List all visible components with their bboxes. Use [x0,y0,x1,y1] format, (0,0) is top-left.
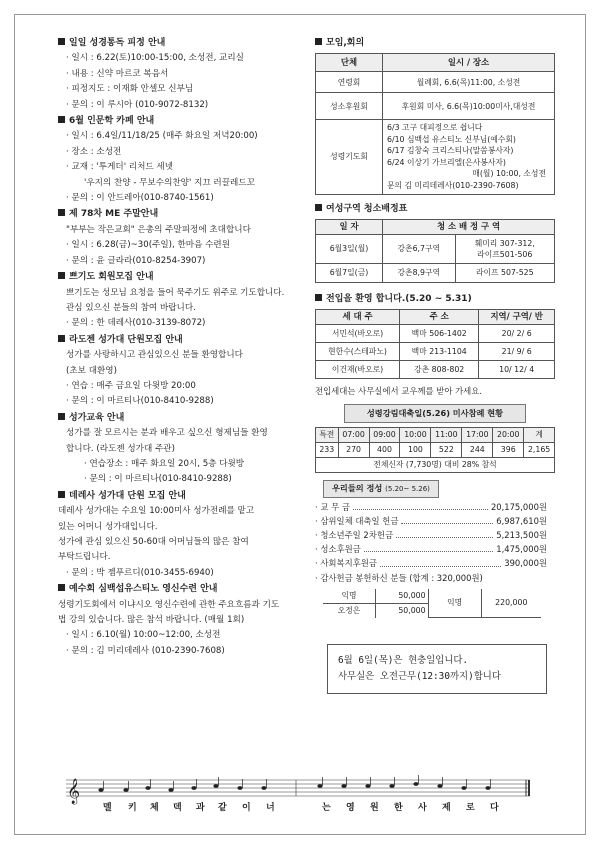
newcomer-name: 이건재(바오로) [316,360,400,378]
square-bullet-icon [58,413,65,420]
lyric-syllable: 원 [370,803,379,813]
meeting-group: 성령기도회 [316,120,383,195]
lyric-syllable: 멜 [103,803,112,813]
newcomers-table [315,309,555,379]
attendance-header: 계 [524,427,555,442]
attendance-value: 100 [400,442,431,457]
section-line: · 연습 : 매주 금요일 다윗방 20:00 [66,380,196,391]
left-column [58,36,320,659]
meeting-detail: 후원회 미사, 6.6(목)10:00미사,대성전 [383,93,555,120]
section-line: 합니다. (라도젠 성가대 주관) [66,443,175,454]
section-line: · 문의 : 이 마르티나(010-8410-9288) [84,474,232,485]
music-note [237,786,242,790]
offering-row: · 삼위일체 대축일 헌금 6,987,610원 [315,515,547,526]
attendance-value: 2,165 [524,442,555,457]
thanks-name: 오정은 [323,603,376,618]
music-note [461,786,466,790]
meetings-header-group: 단체 [316,54,383,72]
lyric-syllable: 영 [346,803,355,813]
meeting-detail: 월례회, 6.6(목)11:00, 소성전 [383,72,555,93]
right-column [315,36,555,694]
section-line: 성가를 잘 모르시는 분과 배우고 싶으신 형제님들 환영 [66,428,268,439]
section-line: · 피정지도 : 이재화 안셀모 신부님 [66,84,194,95]
lyric-syllable: 키 [128,803,137,813]
offerings-list [315,500,555,571]
square-bullet-icon [315,204,322,211]
newcomer-address: 강촌 808-802 [400,360,479,378]
offerings-thanks: · 감사헌금 봉헌하신 분들 (합계 : 320,000원) [315,572,483,583]
lyric-syllable: 과 [196,803,205,813]
section-title: 데레사 성가대 단원 모집 안내 [58,489,320,504]
music-note [145,786,150,790]
lyric-syllable: 한 [394,803,403,813]
attendance-table [315,427,555,473]
music-note [317,784,322,788]
meetings-header-when: 일시 / 장소 [383,54,555,72]
music-lyrics [72,800,532,814]
section-line: (초보 대환영) [66,365,117,376]
section-title: 제 78차 ME 주말안내 [58,207,320,222]
music-note [437,784,442,788]
section-line: 법 강의 있습니다. 많은 참석 바랍니다. (매월 1회) [58,615,245,626]
meetings-title: 모임,회의 [315,37,555,50]
newcomers-header-address: 주 소 [400,309,479,324]
music-note [341,784,346,788]
lyric-syllable: 너 [266,803,275,813]
cleaning-detail: 라이프 507-525 [455,263,554,282]
attendance-value: 244 [462,442,493,457]
music-note [123,788,128,792]
section-title: 6월 인문학 카페 안내 [58,114,320,129]
section-line: 부탁드립니다. [58,552,111,563]
cleaning-date: 6월7일(금) [316,263,383,282]
lyric-syllable: 덱 [173,803,182,813]
music-notes [98,775,490,792]
section-line: '우지의 찬양 - 무보수의찬양' 지끄 러끌레드꼬 [84,177,255,188]
cleaning-title: 여성구역 청소배정표 [315,203,555,216]
section-line: 데레사 성가대는 수요일 10:00미사 성가전례를 맡고 [58,506,255,517]
notice-line: 6월 6일(목)은 현충일입니다. [338,655,469,667]
lyric-syllable: 로 [466,803,475,813]
music-note [365,784,370,788]
section-title: 라도젠 성가대 단원모집 안내 [58,333,320,348]
attendance-summary: 전체신자 (7,730명) 대비 28% 참석 [316,457,555,472]
notice-line: 사무실은 오전근무(12:30까지)합니다 [338,671,501,683]
music-note [413,782,418,786]
square-bullet-icon [58,209,65,216]
newcomers-note: 전입세대는 사무실에서 교우께를 받아 가세요. [315,385,483,396]
notice-box [327,644,547,694]
meeting-group: 성소후원회 [316,93,383,120]
newcomers-header-head: 세 대 주 [316,309,400,324]
lyric-syllable: 다 [490,803,499,813]
music-note [261,786,266,790]
newcomer-name: 현한수(스테파노) [316,342,400,360]
lyric-syllable: 이 [242,803,251,813]
section-line: · 내용 : 신약 마르코 복음서 [66,68,169,79]
cleaning-zone: 강촌6,7구역 [383,234,456,263]
newcomers-header-zone: 지역/ 구역/ 반 [479,309,555,324]
attendance-value: 400 [369,442,400,457]
lyric-syllable: 체 [150,803,159,813]
section-line: · 문의 : 윤 글라라(010-8254-3907) [66,255,206,266]
cleaning-header-zone: 청 소 배 정 구 역 [383,219,555,234]
thanks-amount: 220,000 [481,589,541,618]
square-bullet-icon [58,584,65,591]
offering-row: · 교 무 금 20,175,000원 [315,501,547,512]
attendance-header: 07:00 [338,427,369,442]
newcomer-address: 백마 506-1402 [400,324,479,342]
section-line: · 교재 : '투게더' 리처드 세넷 [66,162,174,173]
attendance-value: 233 [316,442,339,457]
section-line: · 문의 : 이 마르티나(010-8410-9288) [66,396,214,407]
attendance-header: 20:00 [493,427,524,442]
section-line: · 문의 : 한 데레사(010-3139-8072) [66,318,206,329]
square-bullet-icon [58,491,65,498]
square-bullet-icon [58,116,65,123]
attendance-value: 522 [431,442,462,457]
newcomer-name: 서민석(바오로) [316,324,400,342]
newcomer-zone: 20/ 2/ 6 [479,324,555,342]
meetings-table [315,53,555,195]
thanks-amount: 50,000 [376,603,429,618]
section-line: 쁘기도는 성모님 요청을 들어 묵주기도 위주로 기도합니다. [66,287,285,298]
section-title: 예수회 심백섭유스티노 영신수련 안내 [58,582,320,597]
lyric-syllable: 같 [218,803,227,813]
music-note [389,784,394,788]
attendance-value: 396 [493,442,524,457]
offering-row: · 청소년주일 2차헌금 5,213,500원 [315,529,547,540]
offering-row: · 성소후원금 1,475,000원 [315,544,547,555]
thanks-table [323,589,541,619]
thanks-name: 익명 [428,589,481,618]
attendance-header: 특전 [316,427,339,442]
music-note [485,786,490,790]
square-bullet-icon [58,272,65,279]
section-line: · 일시 : 6.10(월) 10:00~12:00, 소성전 [66,630,221,641]
music-note [213,784,218,788]
newcomer-address: 백마 213-1104 [400,342,479,360]
section-line: · 일시 : 6.4일/11/18/25 (매주 화요일 저녁20:00) [66,131,258,142]
square-bullet-icon [58,38,65,45]
music-note [168,788,173,792]
cleaning-detail: 훼미리 307-312, 라이프501-506 [455,234,554,263]
section-line: · 일시 : 6.22(토)10:00-15:00, 소성전, 교리실 [66,53,244,64]
attendance-value: 270 [338,442,369,457]
section-line: 성령기도회에서 이냐시오 영신수련에 관한 주요흐름과 기도 [58,599,280,610]
lyric-syllable: 사 [418,803,427,813]
section-title: 성가교육 안내 [58,411,320,426]
offering-row: · 사회복지후원금 390,000원 [315,558,547,569]
section-title: 쁘기도 회원모집 안내 [58,270,320,285]
section-line: · 연습장소 : 매주 화요일 20시, 5층 다윗방 [84,458,245,469]
section-line: 있는 어머니 성가대입니다. [58,521,158,532]
section-title: 일일 성경통독 피정 안내 [58,36,320,51]
attendance-header: 17:00 [462,427,493,442]
section-line: · 문의 : 박 젬푸르디(010-3455-6940) [66,567,214,578]
music-note [98,788,103,792]
newcomers-title: 전입을 환영 합니다.(5.20 ~ 5.31) [315,293,555,306]
attendance-title: 성령강림대축일(5.26) 미사참례 현황 [344,404,526,423]
thanks-name: 익명 [323,589,376,604]
attendance-header: 09:00 [369,427,400,442]
cleaning-date: 6월3일(월) [316,234,383,263]
section-line: · 문의 : 이 안드레아(010-8740-1561) [66,193,214,204]
cleaning-zone: 강촌8,9구역 [383,263,456,282]
section-line: 관심 있으신 분들의 참여 바랍니다. [66,302,196,313]
cleaning-table [315,219,555,283]
section-line: · 문의 : 김 미리데레사 (010-2390-7608) [66,645,225,656]
attendance-header: 11:00 [431,427,462,442]
square-bullet-icon [315,294,322,301]
lyric-syllable: 는 [322,803,331,813]
section-line: 성가에 관심 있으신 50-60대 어머님들의 많은 참여 [58,537,249,547]
meeting-detail: 6/3 고구 대피정으로 쉽니다 6/10 심백섭 유스티노 신부님(예수회) 6/17 김창숙 크리스티나(말씀봉사자) 6/24 이상기 가브리엘(은사봉사자) 매(월) 10:00, 소성전 문의 김 미리데레사(010-2390-7608) [383,120,555,195]
newcomer-zone: 21/ 9/ 6 [479,342,555,360]
music-note [191,786,196,790]
offerings-title: 우리들의 정성 (5.20~ 5.26) [323,480,439,498]
thanks-amount: 50,000 [376,589,429,604]
attendance-header: 10:00 [400,427,431,442]
square-bullet-icon [58,335,65,342]
meeting-group: 연령회 [316,72,383,93]
cleaning-header-date: 일 자 [316,219,383,234]
section-line: · 장소 : 소성전 [66,146,122,157]
treble-clef-icon: 𝄞 [67,779,81,804]
newcomer-zone: 10/ 12/ 4 [479,360,555,378]
section-line: "부부는 작은교회" 은총의 주말피정에 초대합니다 [66,224,251,235]
square-bullet-icon [315,38,322,45]
section-line: · 문의 : 이 루시아 (010-9072-8132) [66,99,209,110]
section-line: 성가를 사랑하시고 관심있으신 분들 환영합니다 [66,350,243,361]
section-line: · 일시 : 6.28(금)~30(주일), 한마음 수련원 [66,240,231,251]
lyric-syllable: 제 [442,803,451,813]
